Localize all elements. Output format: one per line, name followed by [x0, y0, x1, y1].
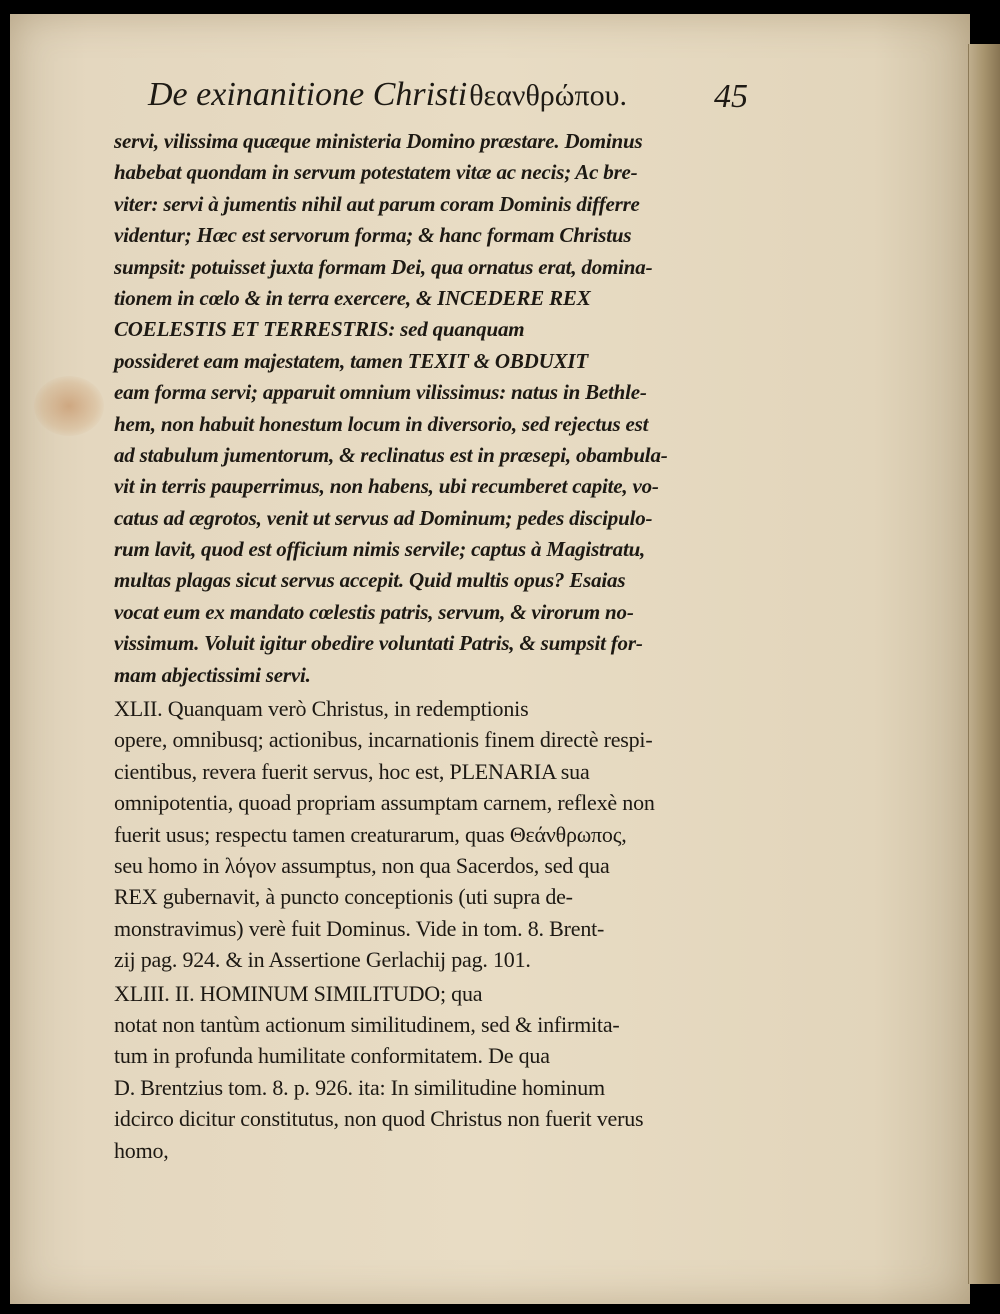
paragraph-xlii [114, 693, 774, 976]
text-line: vocat eum ex mandato cœlestis patris, servum, & virorum no- [114, 599, 634, 624]
text-line: omnipotentia, quoad propriam assumptam carnem, reflexè non [114, 790, 655, 816]
text-line: servi, vilissima quæque ministeria Domino præstare. Dominus [114, 129, 643, 153]
text-line: sumpsit: potuisset juxta formam Dei, qua ornatus erat, domina- [114, 254, 653, 279]
text-line: viter: servi à jumentis nihil aut parum coram Dominis differre [114, 191, 640, 216]
text-line: opere, omnibusq; actionibus, incarnationis finem directè respi- [114, 727, 653, 753]
text-line: multas plagas sicut servus accepit. Quid multis opus? Esaias [114, 568, 626, 593]
text-line: possideret eam majestatem, tamen TEXIT & OBDUXIT [114, 348, 588, 373]
text-line: vit in terris pauperrimus, non habens, ubi recumberet capite, vo- [114, 474, 659, 499]
text-line: rum lavit, quod est officium nimis servile; captus à Magistratu, [114, 537, 646, 562]
text-line: ad stabulum jumentorum, & reclinatus est in præsepi, obambula- [114, 442, 668, 467]
paragraph-xliii [114, 978, 774, 1166]
book-page [10, 14, 970, 1304]
text-line: vissimum. Voluit igitur obedire voluntati Patris, & sumpsit for- [114, 631, 643, 656]
text-line: catus ad ægrotos, venit ut servus ad Dominum; pedes discipulo- [114, 505, 653, 530]
paragraph-servi [114, 126, 774, 691]
text-line: tum in profunda humilitate conformitatem. De qua [114, 1043, 550, 1069]
text-line: XLII. Quanquam verò Christus, in redemptionis [114, 696, 529, 722]
text-line: tionem in cœlo & in terra exercere, & INCEDERE REX [114, 285, 591, 310]
text-line: COELESTIS ET TERRESTRIS: sed quanquam [114, 317, 525, 342]
text-line: notat non tantùm actionum similitudinem, sed & infirmita- [114, 1011, 620, 1037]
text-line: idcirco dicitur constitutus, non quod Christus non fuerit verus [114, 1106, 644, 1132]
text-line: hem, non habuit honestum locum in diversorio, sed rejectus est [114, 411, 649, 436]
text-line: habebat quondam in servum potestatem vitæ ac necis; Ac bre- [114, 160, 638, 185]
text-line: eam forma servi; apparuit omnium vilissimus: natus in Bethle- [114, 380, 647, 405]
text-line: seu homo in λόγον assumptus, non qua Sacerdos, sed qua [114, 852, 610, 878]
header-title: De exinanitione Christi [148, 76, 468, 113]
page-number: 45 [714, 78, 748, 115]
text-line: monstravimus) verè fuit Dominus. Vide in tom. 8. Brent- [114, 915, 605, 941]
text-line: cientibus, revera fuerit servus, hoc est, PLENARIA sua [114, 758, 590, 784]
text-line: XLIII. II. HOMINUM SIMILITUDO; qua [114, 980, 483, 1006]
header-greek: θεανθρώπου. [469, 79, 628, 112]
text-line: D. Brentzius tom. 8. p. 926. ita: In similitudine hominum [114, 1074, 605, 1100]
paper-stain [34, 376, 104, 436]
page-edge [968, 44, 1000, 1284]
text-line: homo, [114, 1137, 169, 1163]
text-line: REX gubernavit, à puncto conceptionis (uti supra de- [114, 884, 573, 910]
text-line: fuerit usus; respectu tamen creaturarum, quas Θεάνθρωπος, [114, 821, 627, 847]
text-line: mam abjectissimi servi. [114, 662, 311, 687]
text-line: videntur; Hæc est servorum forma; & hanc formam Christus [114, 223, 632, 248]
running-header [148, 76, 768, 126]
page-text [114, 126, 774, 1166]
text-line: zij pag. 924. & in Assertione Gerlachij pag. 101. [114, 947, 531, 973]
